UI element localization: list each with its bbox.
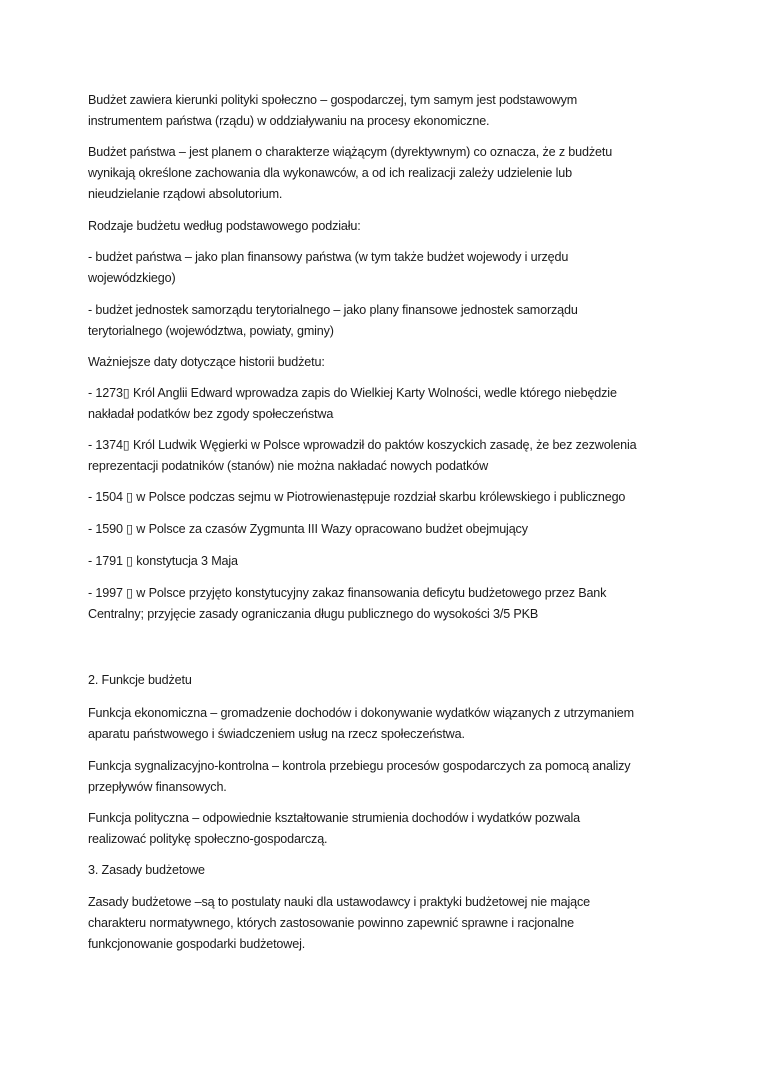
paragraph: [88, 583, 606, 625]
paragraph: [88, 892, 590, 955]
text-line: - 1997 ▯ w Polsce przyjęto konstytucyjny zakaz finansowania deficytu budżetowego przez Bank: [88, 586, 607, 600]
text-line: - budżet państwa – jako plan finansowy państwa (w tym także budżet wojewody i urzędu: [88, 250, 569, 264]
text-line: 2. Funkcje budżetu: [88, 673, 192, 687]
text-line: instrumentem państwa (rządu) w oddziaływaniu na procesy ekonomiczne.: [88, 114, 490, 128]
text-line: - 1504 ▯ w Polsce podczas sejmu w Piotrowienastępuje rozdział skarbu królewskiego i publicznego: [88, 490, 626, 504]
text-line: Funkcja polityczna – odpowiednie kształtowanie strumienia dochodów i wydatków pozwala: [88, 811, 580, 825]
paragraph: [88, 216, 361, 237]
text-line: Funkcja sygnalizacyjno-kontrolna – kontrola przebiegu procesów gospodarczych za pomocą analizy: [88, 759, 631, 773]
paragraph: [88, 551, 238, 572]
paragraph: [88, 300, 578, 342]
paragraph: [88, 383, 617, 425]
section-heading: [88, 860, 205, 881]
text-line: Centralny; przyjęcie zasady ograniczania długu publicznego do wysokości 3/5 PKB: [88, 607, 539, 621]
text-line: terytorialnego (województwa, powiaty, gminy): [88, 324, 334, 338]
text-line: - 1273▯ Król Anglii Edward wprowadza zapis do Wielkiej Karty Wolności, wedle którego niebędzie: [88, 386, 617, 400]
text-line: funkcjonowanie gospodarki budżetowej.: [88, 937, 306, 951]
paragraph: [88, 756, 630, 798]
text-line: - 1374▯ Król Ludwik Węgierki w Polsce wprowadził do paktów koszyckich zasadę, że bez zezwolenia: [88, 438, 637, 452]
paragraph: [88, 703, 634, 745]
text-line: wynikają określone zachowania dla wykonawców, a od ich realizacji zależy udzielenie lub: [88, 166, 572, 180]
paragraph: [88, 352, 325, 373]
text-line: Ważniejsze daty dotyczące historii budżetu:: [88, 355, 325, 369]
paragraph: [88, 808, 580, 850]
text-line: Budżet państwa – jest planem o charakterze wiążącym (dyrektywnym) co oznacza, że z budżetu: [88, 145, 613, 159]
text-line: aparatu państwowego i świadczeniem usług na rzecz społeczeństwa.: [88, 727, 465, 741]
text-line: realizować politykę społeczno-gospodarczą.: [88, 832, 328, 846]
paragraph: [88, 435, 636, 477]
text-line: - 1590 ▯ w Polsce za czasów Zygmunta III Wazy opracowano budżet obejmujący: [88, 522, 528, 536]
text-line: Budżet zawiera kierunki polityki społeczno – gospodarczej, tym samym jest podstawowym: [88, 93, 578, 107]
text-line: nieudzielanie rządowi absolutorium.: [88, 187, 283, 201]
text-line: - budżet jednostek samorządu terytorialnego – jako plany finansowe jednostek samorządu: [88, 303, 578, 317]
paragraph: [88, 142, 612, 205]
text-line: Rodzaje budżetu według podstawowego podziału:: [88, 219, 361, 233]
paragraph: [88, 487, 625, 508]
text-line: Zasady budżetowe –są to postulaty nauki dla ustawodawcy i praktyki budżetowej nie mające: [88, 895, 591, 909]
paragraph: [88, 247, 568, 289]
text-line: przepływów finansowych.: [88, 780, 227, 794]
paragraph: [88, 90, 577, 132]
section-heading: [88, 670, 192, 691]
paragraph: [88, 519, 528, 540]
text-line: Funkcja ekonomiczna – gromadzenie dochodów i dokonywanie wydatków wiązanych z utrzymaniem: [88, 706, 634, 720]
text-line: charakteru normatywnego, których zastosowanie powinno zapewnić sprawne i racjonalne: [88, 916, 574, 930]
text-line: 3. Zasady budżetowe: [88, 863, 205, 877]
text-line: wojewódzkiego): [88, 271, 176, 285]
text-line: nakładał podatków bez zgody społeczeństwa: [88, 407, 334, 421]
text-line: reprezentacji podatników (stanów) nie można nakładać nowych podatków: [88, 459, 489, 473]
text-line: - 1791 ▯ konstytucja 3 Maja: [88, 554, 238, 568]
